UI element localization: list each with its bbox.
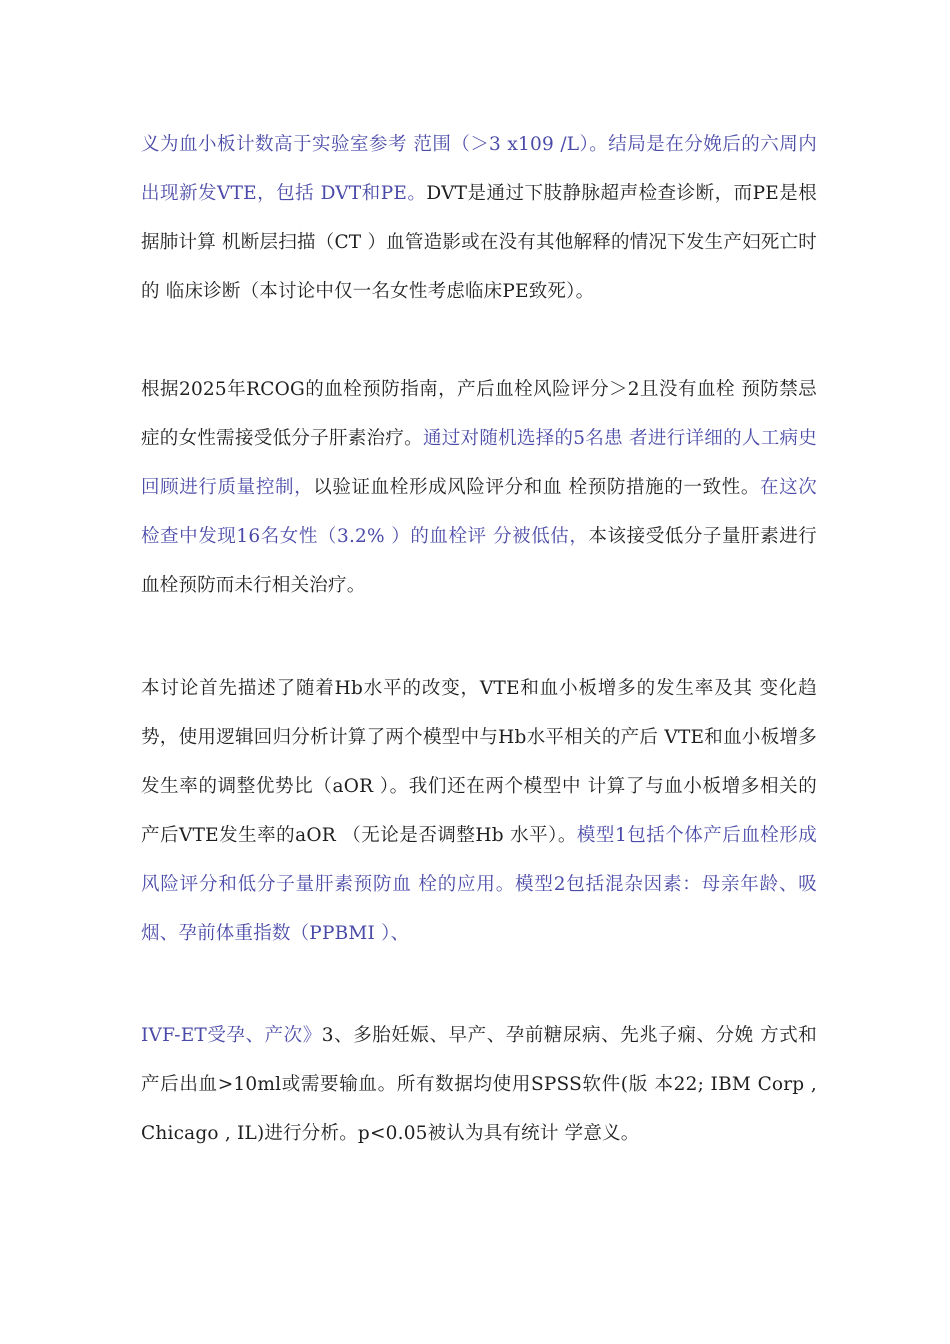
text-segment: 在这次检查中发现16名女性（3.2% ）的血栓评 分被低估，: [141, 477, 817, 547]
text-segment: 3、多胎妊娠、早产、孕前糖尿病、先兆子痫、分娩 方式和产后出血>10ml或需要输血。所有数据均使用SPSS软件(版 本22; IBM Corp , Chicago , IL)进行分析。p<0.05被认为具有统计 学意义。: [141, 1025, 817, 1144]
text-segment: 根据2025年RCOG的血栓预防指南，产后血栓风险评分＞2且没有血栓 预防禁忌症的女性需接受低分子肝素治疗。: [141, 379, 817, 449]
text-segment: 本该接受低分子量肝素进行血栓预防而未行相关治疗。: [141, 526, 817, 596]
paragraph-statistical-models: [141, 664, 817, 958]
text-segment: 模型1包括个体产后血栓形成风险评分和低分子量肝素预防血 栓的应用。模型2包括混杂因素：母亲年龄、吸烟、孕前体重指数（PPBMI ）、: [141, 825, 818, 944]
paragraph-confounders-software: [141, 1011, 817, 1158]
paragraph-outcome-definition: [141, 120, 817, 316]
text-segment: 义为血小板计数高于实验室参考 范围（＞3 x109 /L）。结局是在分娩后的六周内出现新发VTE，包括 DVT和PE。: [141, 134, 817, 204]
text-segment: 以验证血栓形成风险评分和血 栓预防措施的一致性。: [313, 477, 761, 498]
text-segment: DVT是通过下肢静脉超声检查诊断，而PE是根据肺计算 机断层扫描（CT ）血管造影或在没有其他解释的情况下发生产妇死亡时的 临床诊断（本讨论中仅一名女性考虑临床PE致死）。: [141, 183, 817, 302]
text-segment: 通过对随机选择的5名患 者进行详细的人工病史回顾进行质量控制，: [141, 428, 817, 498]
paragraph-thromboprophylaxis: [141, 365, 817, 610]
text-segment: IVF-ET受孕、产次》: [141, 1025, 322, 1046]
text-segment: 本讨论首先描述了随着Hb水平的改变，VTE和血小板增多的发生率及其 变化趋势，使用逻辑回归分析计算了两个模型中与Hb水平相关的产后 VTE和血小板增多发生率的调整优势比（aOR ）。我们还在两个模型中 计算了与血小板增多相关的产后VTE发生率的aOR （无论是否调整Hb 水平）。: [141, 678, 817, 846]
